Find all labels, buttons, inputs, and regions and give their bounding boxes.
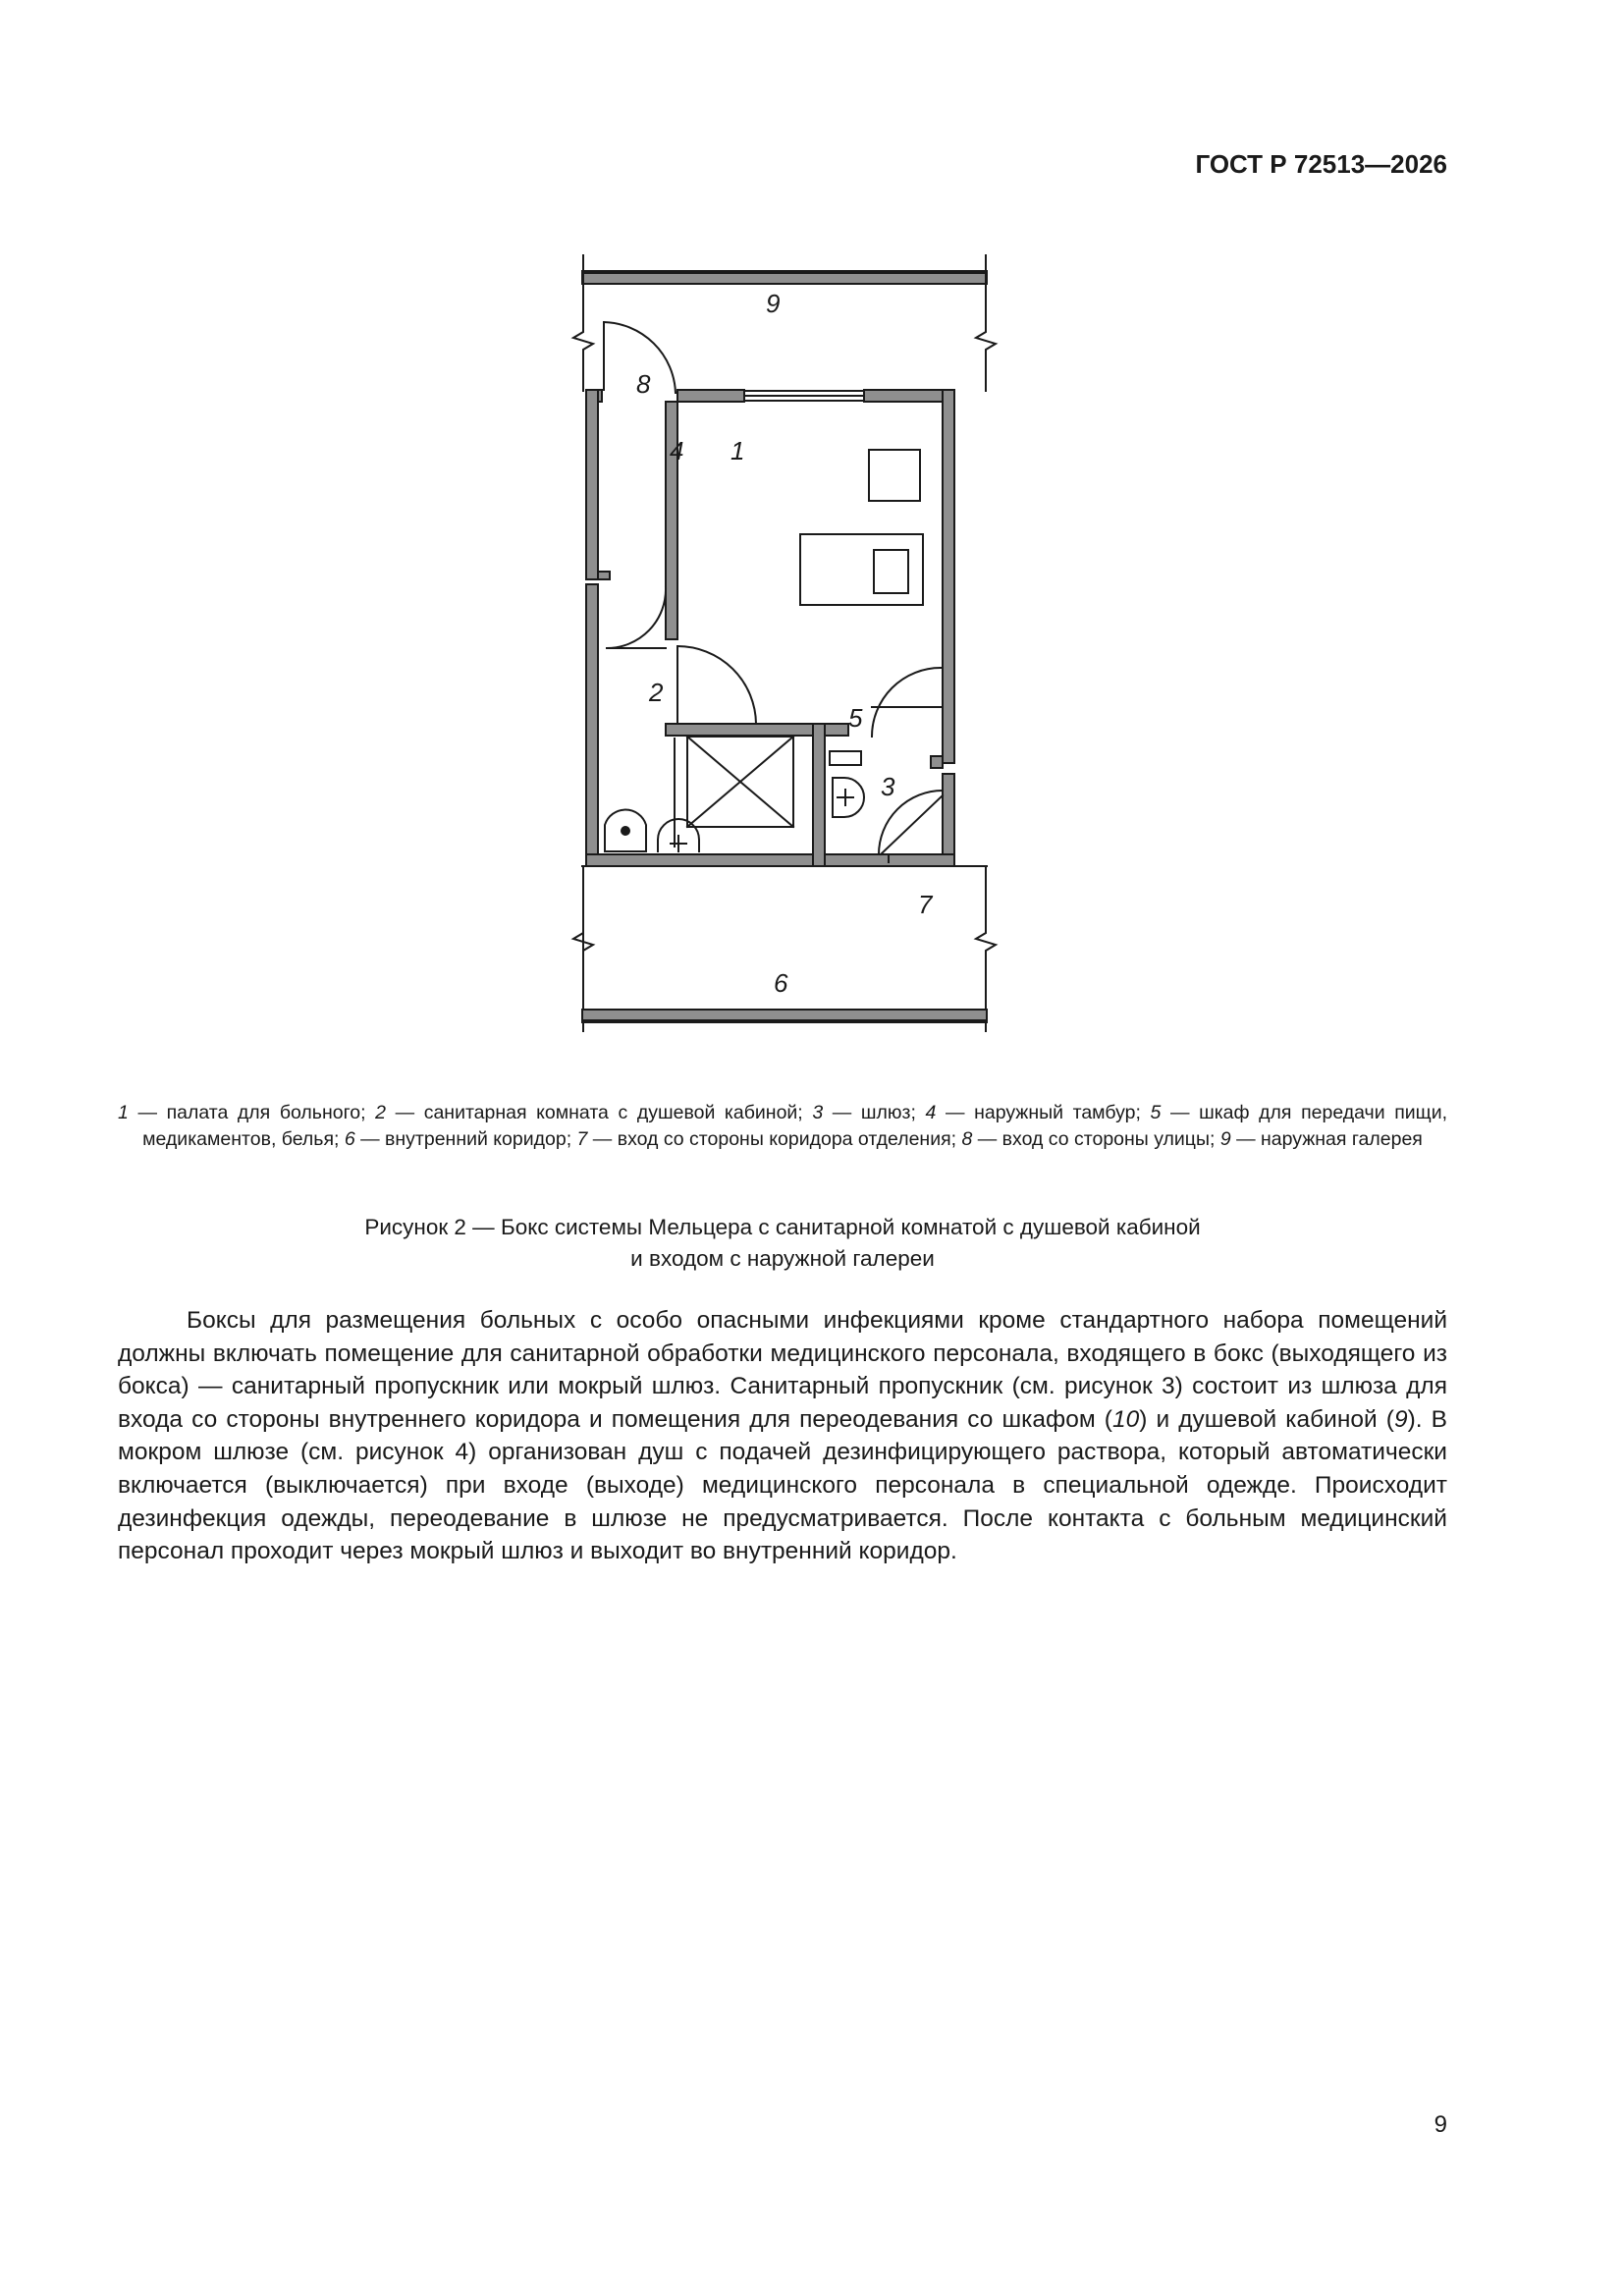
corridor-6 (573, 866, 996, 1031)
cabinet-5 (830, 751, 861, 765)
door-1-3 (872, 668, 941, 737)
label-8: 8 (636, 369, 651, 399)
legend-num: 1 (118, 1102, 129, 1123)
paragraph-ref: 9 (1393, 1405, 1408, 1433)
legend-text: — шлюз; (823, 1102, 926, 1123)
legend-num: 9 (1219, 1128, 1231, 1150)
figure-legend (118, 1100, 1447, 1153)
paragraph-ref: 10 (1111, 1405, 1140, 1433)
label-5: 5 (848, 703, 863, 733)
door-1-2 (677, 646, 756, 724)
legend-text: — внутренний коридор; (354, 1128, 577, 1150)
legend-num: 6 (344, 1128, 355, 1150)
legend-text: — вход со стороны улицы; (972, 1128, 1220, 1150)
legend-num: 7 (576, 1128, 588, 1150)
caption-line-1: Рисунок 2 — Бокс системы Мельцера с санитарной комнатой с душевой кабиной (364, 1215, 1201, 1239)
label-2: 2 (649, 678, 664, 707)
legend-text: — санитарная комната с душевой кабиной; (386, 1102, 813, 1123)
paragraph-text: ). В мокром шлюзе (см. рисунок 4) организован душ с подачей дезинфицирующего раствора, который автоматически включается (выключается) при входе (выходе) медицинского персонала в специальной одежде. Происходит дезинфекция одежды, переодевание в шлюзе не предусматривается. После контакта с больным медицинский персонал проходит через мокрый шлюз и выходит во внутренний коридор. (118, 1405, 1447, 1565)
legend-num: 5 (1150, 1102, 1162, 1123)
paragraph-text: ) и душевой кабиной ( (1139, 1405, 1394, 1433)
label-4: 4 (670, 436, 684, 465)
label-7: 7 (918, 890, 933, 919)
caption-line-2: и входом с наружной галереи (630, 1246, 935, 1271)
legend-text: — вход со стороны коридора отделения; (587, 1128, 962, 1150)
label-1: 1 (730, 436, 745, 465)
legend-num: 3 (812, 1102, 824, 1123)
floor-plan-figure (550, 246, 1001, 1070)
legend-num: 2 (375, 1102, 386, 1123)
furniture (800, 450, 923, 605)
door-4-2 (607, 587, 666, 648)
label-9: 9 (766, 289, 781, 318)
label-6: 6 (774, 968, 788, 998)
legend-num: 4 (925, 1102, 937, 1123)
legend-num: 8 (961, 1128, 973, 1150)
body-paragraph (118, 1304, 1447, 1568)
legend-text: — наружный тамбур; (936, 1102, 1151, 1123)
floor-plan-drawing (550, 246, 1001, 1070)
legend-text: — шкаф для передачи пищи, медикаментов, белья; (142, 1102, 1448, 1150)
paragraph-text: Боксы для размещения больных с особо опасными инфекциями кроме стандартного набора помещений должны включать помещение для санитарной обработки медицинского персонала, входящего в бокс (выходящего из бокса) — санитарный пропускник или мокрый шлюз. Санитарный пропускник (см. рисунок 3) состоит из шлюза для входа со стороны внутреннего коридора и помещения для переодевания со шкафом ( (118, 1307, 1447, 1433)
label-3: 3 (881, 772, 895, 801)
document-code: ГОСТ Р 72513—2026 (1195, 149, 1447, 179)
figure-caption (118, 1212, 1447, 1275)
walls (586, 390, 954, 866)
page-number: 9 (1434, 2111, 1447, 2138)
legend-text: — палата для больного; (128, 1102, 376, 1123)
legend-text: — наружная галерея (1230, 1128, 1423, 1150)
shower-cabin (675, 737, 793, 847)
window (744, 391, 864, 401)
